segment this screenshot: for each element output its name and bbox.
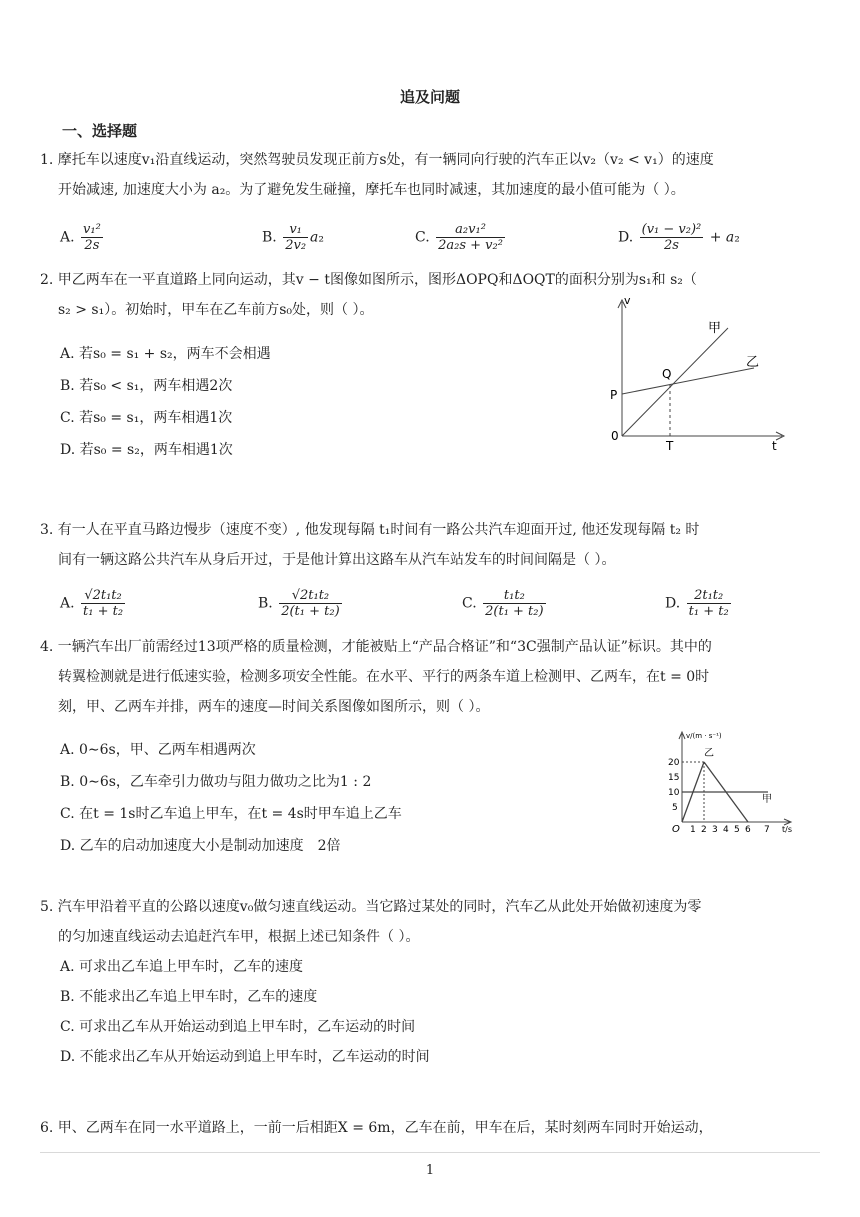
q1-option-c: C. $\frac{\text{a₂v₁²}}{\text{2a₂s + v₂²}}$	[415, 222, 503, 253]
q4-xtick-3: 3	[712, 825, 718, 835]
q2-label-jia: 甲	[708, 321, 722, 336]
q2-label-v: v	[624, 294, 631, 307]
q4-line-3: 刻，甲、乙两车并排，两车的速度—时间关系图像如图所示，则（ ）。	[58, 699, 490, 715]
q2-line-yi	[622, 368, 754, 394]
q4-origin: O	[672, 824, 680, 835]
q1-line-1: 1. 摩托车以速度v₁沿直线运动，突然驾驶员发现正前方s处，有一辆同向行驶的汽车正以v₂（v₂ < v₁）的速度	[40, 152, 714, 168]
q2-option-b: B. 若s₀ < s₁，两车相遇2次	[60, 378, 233, 394]
q4-ytick-20: 20	[668, 758, 680, 768]
q2-label-origin: 0	[611, 429, 619, 443]
q4-xtick-4: 4	[723, 825, 729, 835]
q4-xtick-7: 7	[764, 825, 770, 835]
q2-line-jia	[622, 328, 728, 436]
q1-option-a: A. $\frac{\text{v₁²}}{2s}$	[60, 222, 101, 253]
q2-label-t: t	[772, 439, 777, 453]
q5-line-2: 的匀加速直线运动去追赶汽车甲，根据上述已知条件（ ）。	[58, 929, 420, 945]
q4-label-yi: 乙	[704, 748, 714, 759]
q3-line-2: 间有一辆这路公共汽车从身后开过，于是他计算出这路车从汽车站发车的时间间隔是（ ）。	[58, 552, 616, 568]
q3-option-c: C. $\frac{\text{t₁t₂}}{\text{2(t₁ + t₂)}}$	[462, 588, 544, 619]
q6-line-1: 6. 甲、乙两车在同一水平道路上，一前一后相距X = 6m，乙车在前，甲车在后，某时刻两车同时开始运动，	[40, 1120, 713, 1136]
q2-option-d: D. 若s₀ = s₂，两车相遇1次	[60, 442, 233, 458]
q4-xtick-5: 5	[734, 825, 740, 835]
page-number: 1	[425, 1163, 435, 1178]
q2-label-yi: 乙	[746, 355, 760, 370]
q4-ylabel: v/(m · s⁻¹)	[686, 732, 722, 740]
q1-option-d: D. $\frac{\text{(v₁ − v₂)²}}{2s}$ + a₂	[618, 222, 740, 253]
q4-line-2: 转翼检测就是进行低速实验，检测多项安全性能。在水平、平行的两条车道上检测甲、乙两车，在t = 0时	[58, 669, 710, 685]
q2-line-2: s₂ > s₁）。初始时，甲车在乙车前方s₀处，则（ ）。	[58, 302, 374, 318]
q3-line-1: 3. 有一人在平直马路边慢步（速度不变）, 他发现每隔 t₁时间有一路公共汽车迎面开过, 他还发现每隔 t₂ 时	[40, 522, 700, 538]
q2-label-T: T	[666, 439, 674, 453]
q4-xtick-2: 2	[701, 825, 707, 835]
q4-option-b: B. 0∼6s，乙车牵引力做功与阻力做功之比为1 : 2	[60, 774, 372, 790]
q3-option-b: B. $\frac{\text{√2t₁t₂}}{\text{2(t₁ + t₂)}}$	[258, 588, 340, 619]
q2-vt-figure	[596, 290, 796, 458]
q5-option-d: D. 不能求出乙车从开始运动到追上甲车时，乙车运动的时间	[60, 1049, 430, 1065]
q4-option-d: D. 乙车的启动加速度大小是制动加速度 2倍	[60, 838, 341, 854]
q1-option-b: B. $\frac{\text{v₁}}{\text{2v₂}}$ a₂	[262, 222, 325, 253]
q4-label-jia: 甲	[762, 794, 772, 805]
q4-xlabel: t/s	[782, 825, 792, 834]
q4-line-1: 4. 一辆汽车出厂前需经过13项严格的质量检测，才能被贴上“产品合格证”和“3C强制产品认证”标识。其中的	[40, 639, 712, 655]
q2-label-P: P	[610, 388, 618, 402]
q4-vt-figure	[662, 728, 802, 838]
q3-option-a: A. $\frac{\text{√2t₁t₂}}{\text{t₁ + t₂}}$	[60, 588, 124, 619]
q2-option-c: C. 若s₀ = s₁，两车相遇1次	[60, 410, 233, 426]
q4-option-c: C. 在t = 1s时乙车追上甲车，在t = 4s时甲车追上乙车	[60, 806, 402, 822]
q1-line-2: 开始减速, 加速度大小为 a₂。为了避免发生碰撞，摩托车也同时减速，其加速度的最小值可能为（ ）。	[58, 182, 685, 198]
q3-option-d: D. $\frac{\text{2t₁t₂}}{\text{t₁ + t₂}}$	[665, 588, 729, 619]
q5-option-c: C. 可求出乙车从开始运动到追上甲车时，乙车运动的时间	[60, 1019, 416, 1035]
q2-label-Q: Q	[662, 367, 672, 381]
q4-option-a: A. 0∼6s，甲、乙两车相遇两次	[60, 742, 256, 758]
q4-ytick-15: 15	[668, 773, 680, 783]
q5-option-a: A. 可求出乙车追上甲车时，乙车的速度	[60, 959, 304, 975]
footer-divider	[40, 1152, 820, 1153]
section-heading: 一、选择题	[62, 122, 138, 140]
q4-ytick-5: 5	[672, 803, 678, 813]
q5-line-1: 5. 汽车甲沿着平直的公路以速度v₀做匀速直线运动。当它路过某处的同时，汽车乙从此处开始做初速度为零	[40, 899, 702, 915]
q2-option-a: A. 若s₀ = s₁ + s₂，两车不会相遇	[60, 346, 271, 362]
page-title: 追及问题	[399, 88, 460, 106]
q5-option-b: B. 不能求出乙车追上甲车时，乙车的速度	[60, 989, 318, 1005]
q4-xtick-6: 6	[745, 825, 751, 835]
q4-ytick-10: 10	[668, 788, 680, 798]
q2-line-1: 2. 甲乙两车在一平直道路上同向运动，其v − t图像如图所示，图形ΔOPQ和ΔOQT的面积分别为s₁和 s₂（	[40, 272, 697, 288]
q4-xtick-1: 1	[690, 825, 696, 835]
